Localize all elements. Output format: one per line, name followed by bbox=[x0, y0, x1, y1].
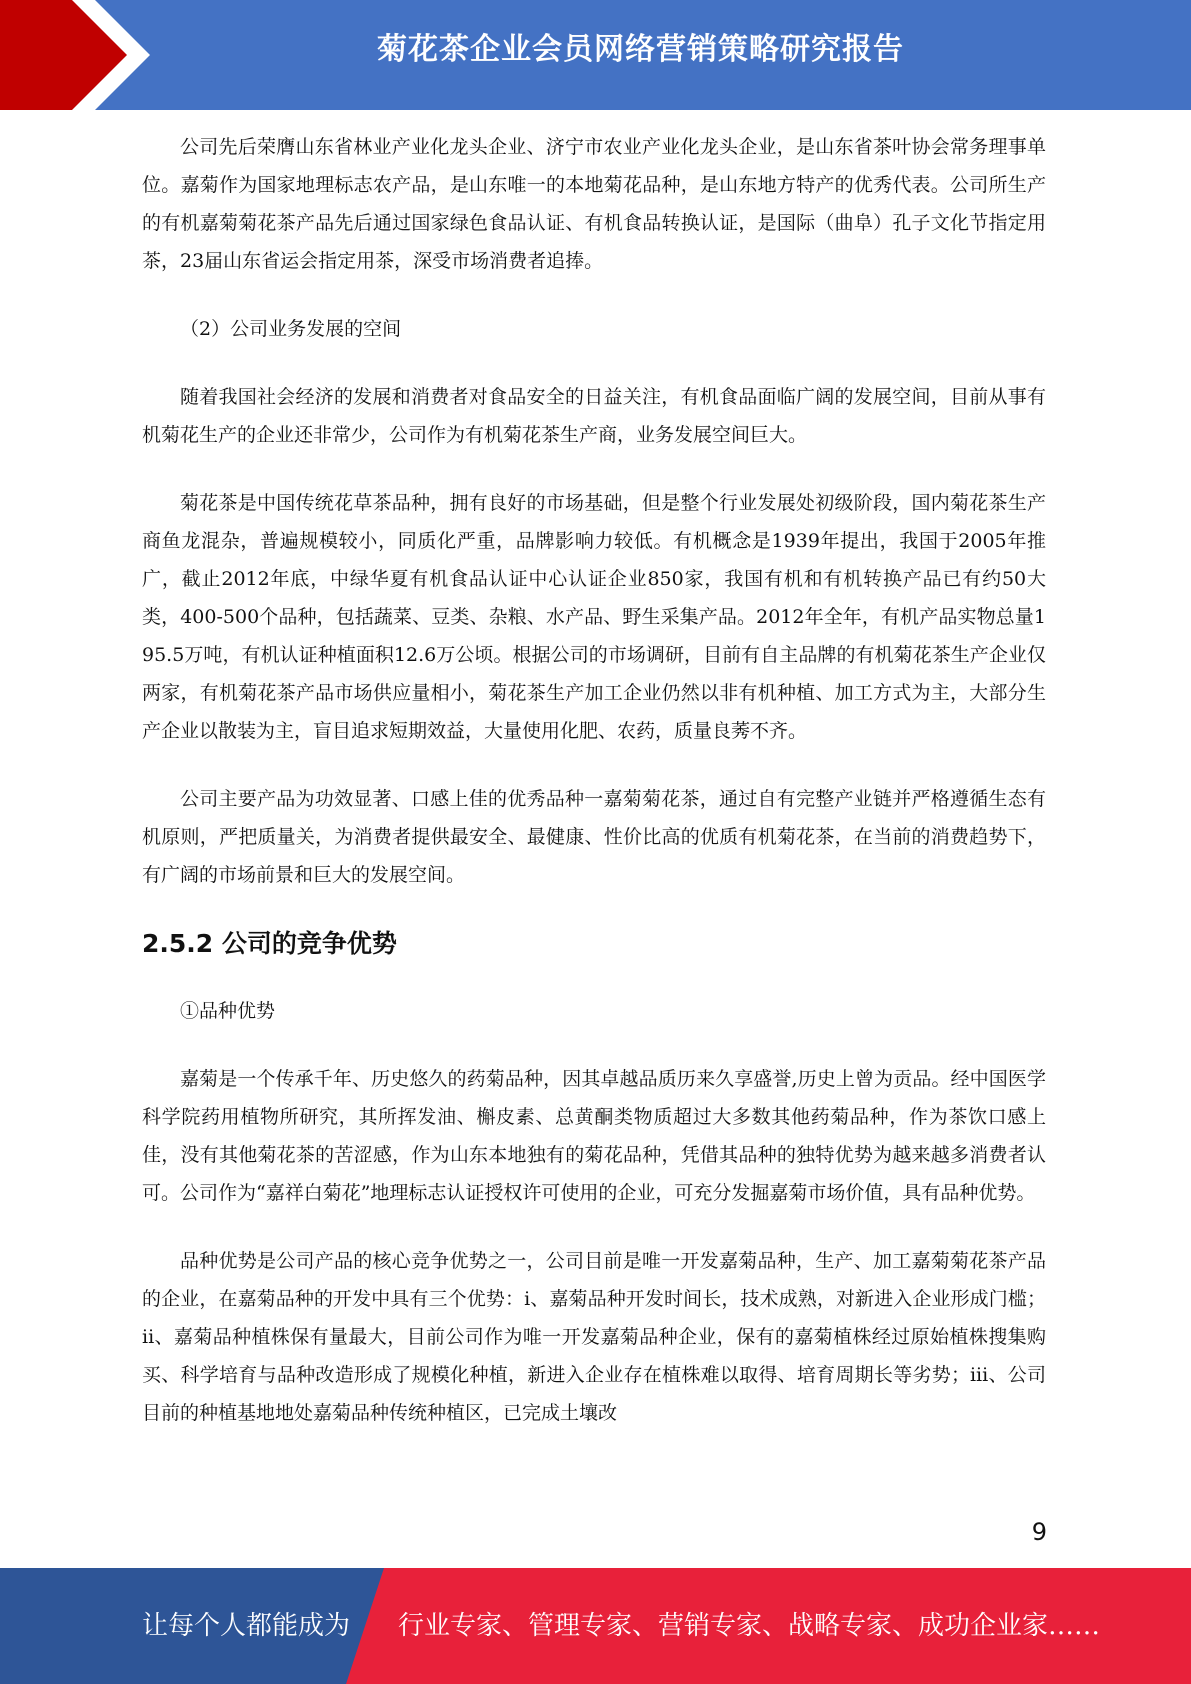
page-footer bbox=[0, 1568, 1191, 1684]
subheading-variety-advantage: ①品种优势 bbox=[180, 1000, 276, 1022]
report-title: 菊花茶企业会员网络营销策略研究报告 bbox=[377, 32, 904, 67]
paragraph-variety-core-advantage: 品种优势是公司产品的核心竞争优势之一，公司目前是唯一开发嘉菊品种，生产、加工嘉菊菊花茶产品的企业，在嘉菊品种的开发中具有三个优势：i、嘉菊品种开发时间长，技术成熟，对新进入企业形成门槛；ii、嘉菊品种植株保有量最大，目前公司作为唯一开发嘉菊品种企业，保有的嘉菊植株经过原始植株搜集购买、科学培育与品种改造形成了规模化种植，新进入企业存在植株难以取得、培育周期长等劣势；iii、公司目前的种植基地地处嘉菊品种传统种植区，已完成土壤改 bbox=[142, 1250, 1046, 1424]
paragraph-jiaju-history: 嘉菊是一个传承千年、历史悠久的药菊品种，因其卓越品质历来久享盛誉,历史上曾为贡品。经中国医学科学院药用植物所研究，其所挥发油、槲皮素、总黄酮类物质超过大多数其他药菊品种，作为茶饮口感上佳，没有其他菊花茶的苦涩感，作为山东本地独有的菊花品种，凭借其品种的独特优势为越来越多消费者认可。公司作为“嘉祥白菊花”地理标志认证授权许可使用的企业，可充分发掘嘉菊市场价值，具有品种优势。 bbox=[142, 1068, 1046, 1204]
footer-slogan-left: 让每个人都能成为 bbox=[142, 1611, 351, 1641]
section-heading: 2.5.2 公司的竞争优势 bbox=[142, 929, 397, 958]
page-content bbox=[142, 128, 1046, 1462]
paragraph-industry-status: 菊花茶是中国传统花草茶品种，拥有良好的市场基础，但是整个行业发展处初级阶段，国内菊花茶生产商鱼龙混杂，普遍规模较小，同质化严重，品牌影响力较低。有机概念是1939年提出，我国于2005年推广，截止2012年底，中绿华夏有机食品认证中心认证企业850家，我国有机和有机转换产品已有约50大类，400-500个品种，包括蔬菜、豆类、杂粮、水产品、野生采集产品。2012年全年，有机产品实物总量195.5万吨，有机认证种植面积12.6万公顷。根据公司的市场调研，目前有自主品牌的有机菊花茶生产企业仅两家，有机菊花茶产品市场供应量相小，菊花茶生产加工企业仍然以非有机种植、加工方式为主，大部分生产企业以散装为主，盲目追求短期效益，大量使用化肥、农药，质量良莠不齐。 bbox=[142, 492, 1046, 742]
footer-slogan-right: 行业专家、管理专家、营销专家、战略专家、成功企业家…… bbox=[398, 1611, 1101, 1641]
subheading-business-space: （2）公司业务发展的空间 bbox=[180, 318, 402, 340]
page-header bbox=[0, 0, 1191, 110]
paragraph-organic-food: 随着我国社会经济的发展和消费者对食品安全的日益关注，有机食品面临广阔的发展空间，目前从事有机菊花生产的企业还非常少，公司作为有机菊花茶生产商，业务发展空间巨大。 bbox=[142, 386, 1046, 446]
page-number: 9 bbox=[1031, 1518, 1047, 1546]
paragraph-company-honors: 公司先后荣膺山东省林业产业化龙头企业、济宁市农业产业化龙头企业，是山东省茶叶协会常务理事单位。嘉菊作为国家地理标志农产品，是山东唯一的本地菊花品种，是山东地方特产的优秀代表。公司所生产的有机嘉菊菊花茶产品先后通过国家绿色食品认证、有机食品转换认证，是国际（曲阜）孔子文化节指定用茶，23届山东省运会指定用茶，深受市场消费者追捧。 bbox=[142, 136, 1046, 272]
paragraph-main-product: 公司主要产品为功效显著、口感上佳的优秀品种一嘉菊菊花茶，通过自有完整产业链并严格遵循生态有机原则，严把质量关，为消费者提供最安全、最健康、性价比高的优质有机菊花茶，在当前的消费趋势下，有广阔的市场前景和巨大的发展空间。 bbox=[142, 788, 1046, 886]
